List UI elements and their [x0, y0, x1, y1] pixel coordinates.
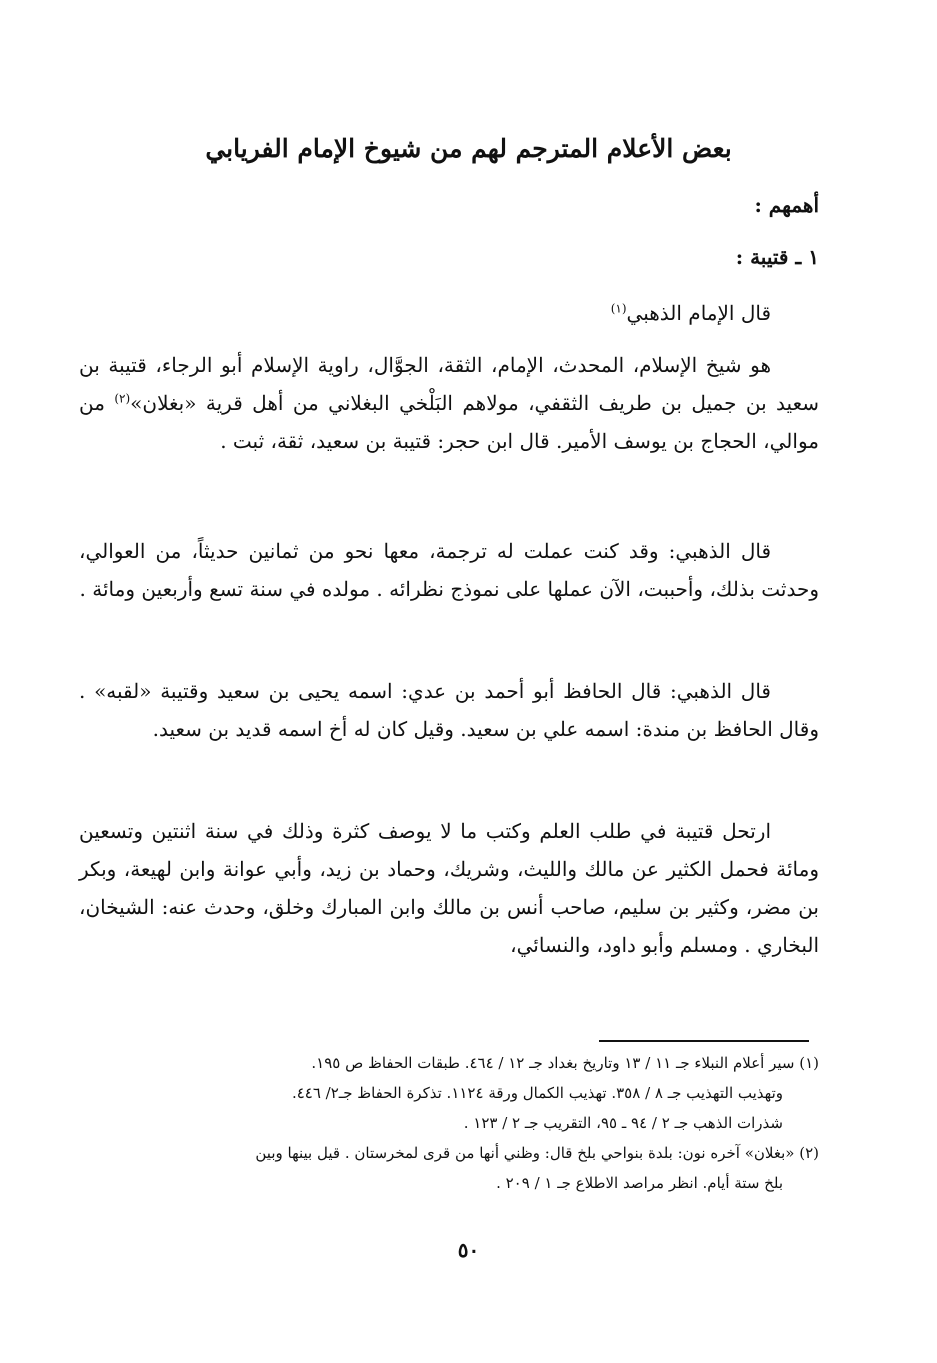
- footnote-1-line-2: وتهذيب التهذيب جـ ٨ / ٣٥٨. تهذيب الكمال ورقة ١١٢٤. تذكرة الحفاظ جـ٢/ ٤٤٦.: [291, 1084, 783, 1102]
- footnote-divider: [599, 1040, 809, 1042]
- name-note-paragraph: قال الذهبي: قال الحافظ أبو أحمد بن عدي: اسمه يحيى بن سعيد وقتيبة «لقبه» . وقال الحافظ بن مندة: اسمه علي بن سعيد. وقيل كان له أخ اسمه قديد بن سعيد.: [79, 679, 819, 741]
- paragraph-1: [79, 346, 819, 460]
- paragraph-1-text-b: من موالي، الحجاج بن يوسف الأمير. قال ابن حجر: قتيبة بن سعيد، ثقة، ثبت .: [79, 391, 819, 453]
- paragraph-3: [79, 672, 819, 748]
- entry-heading: ١ ـ قتيبة :: [735, 245, 819, 269]
- footnote-1-line-1: (١) سير أعلام النبلاء جـ ١١ / ١٣ وتاريخ بغداد جـ ١٢ / ٤٦٤. طبقات الحفاظ ص ١٩٥.: [311, 1054, 819, 1072]
- footnotes: [79, 1048, 819, 1198]
- footnote-ref-2[interactable]: (٢): [114, 391, 131, 406]
- section-heading: أهمهم :: [754, 193, 819, 217]
- footnote-ref-1[interactable]: (١): [610, 301, 627, 316]
- biography-paragraph: [79, 346, 819, 460]
- paragraph-1-text-a: هو شيخ الإسلام، المحدث، الإمام، الثقة، الجوَّال، راوية الإسلام أبو الرجاء، قتيبة بن سعيد بن جميل بن طريف الثقفي، مولاهم البَلْخي البغلاني من أهل قرية «بغلان»: [79, 353, 819, 415]
- intro-line: [79, 294, 819, 332]
- footnote-2-line-1: (٢) «بغلان» آخره نون: بلدة بنواحي بلخ قال: وظني أنها من قرى لمخرستان . قيل بينها وبين: [255, 1144, 819, 1162]
- page-title: بعض الأعلام المترجم لهم من شيوخ الإمام الفريابي: [205, 134, 732, 163]
- dhahabi-note-paragraph: قال الذهبي: وقد كنت عملت له ترجمة، معها نحو من ثمانين حديثاً، من العوالي، وحدثت بذلك، وأحببت، الآن عملها على نموذج نظرائه . مولده في سنة تسع وأربعين ومائة .: [79, 539, 819, 601]
- intro-paragraph: [79, 294, 819, 332]
- footnote-1: [79, 1048, 819, 1138]
- paragraph-4: [79, 812, 819, 964]
- footnote-2-line-2: بلخ ستة أيام. انظر مراصد الاطلاع جـ ١ / ٢٠٩ .: [496, 1174, 783, 1192]
- paragraph-2: [79, 532, 819, 608]
- footnote-1-line-3: شذرات الذهب جـ ٢ / ٩٤ ـ ٩٥، التقريب جـ ٢ / ١٢٣ .: [463, 1114, 783, 1132]
- footnote-2: [79, 1138, 819, 1198]
- intro-text: قال الإمام الذهبي: [626, 301, 771, 325]
- travels-paragraph: ارتحل قتيبة في طلب العلم وكتب ما لا يوصف كثرة وذلك في سنة اثنتين وتسعين ومائة فحمل الكثير عن مالك والليث، وشريك، وحماد بن زيد، وأبي عوانة وابن لهيعة، وبكر بن مضر، وكثير بن سليم، صاحب أنس بن مالك وابن المبارك وخلق، وحدث عنه: الشيخان، البخاري . ومسلم وأبو داود، والنسائي،: [79, 819, 819, 957]
- page-number: ٥٠: [457, 1238, 480, 1262]
